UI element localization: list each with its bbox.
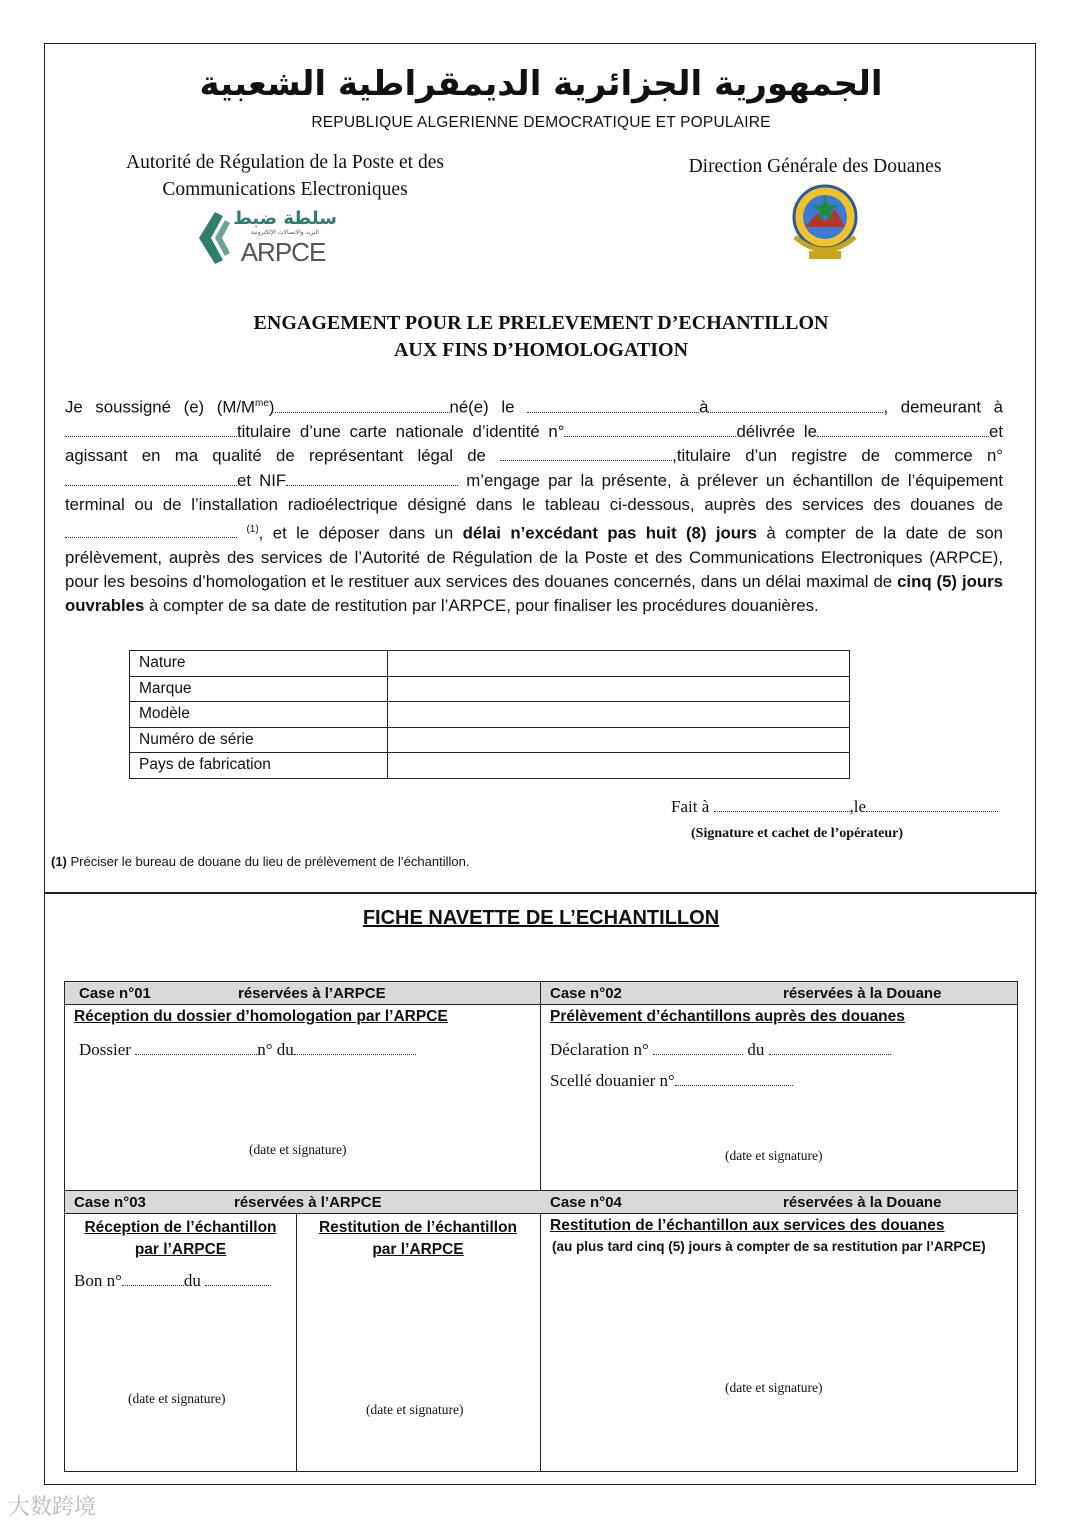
case2-date-signature: (date et signature) [725,1148,823,1163]
case3-restitution-subtitle: Restitution de l’échantillon par l’ARPCE [318,1219,518,1258]
fiche-grid [64,981,1018,1472]
case3-restitution-date-signature: (date et signature) [366,1402,464,1417]
table-row [130,676,850,702]
place-field[interactable] [714,799,850,812]
row-value-cell[interactable] [388,727,850,753]
table-row [130,702,850,728]
equipment-table [129,650,850,779]
case2-scelle-line: Scellé douanier n° [550,1071,793,1091]
douanes-name: Direction Générale des Douanes [688,156,942,177]
row-label: Modèle [130,702,388,728]
id-number-field[interactable] [564,424,736,437]
table-row [130,753,850,779]
document-title: ENGAGEMENT POUR LE PRELEVEMENT D’ECHANTILLON AUX FINS D’HOMOLOGATION [253,312,829,361]
row-value-cell[interactable] [388,753,850,779]
case1-dossier-line: Dossier n° du [79,1040,416,1060]
form-page [44,43,1036,1485]
case2-subtitle: Prélèvement d’échantillons auprès des douanes [550,1008,905,1025]
arabic-republic-title: الجمهورية الجزائرية الديمقراطية الشعبية [199,64,883,104]
row-label: Pays de fabrication [130,753,388,779]
declaration-number-field[interactable] [653,1042,743,1055]
footnote: (1) Préciser le bureau de douane du lieu de prélèvement de l’échantillon. [51,854,470,869]
svg-text:سلطة ضبط: سلطة ضبط [233,208,337,229]
place-date-line: Fait à ,le [671,797,998,817]
republic-title: REPUBLIQUE ALGERIENNE DEMOCRATIQUE ET POPULAIRE [311,114,771,131]
dossier-date-field[interactable] [294,1042,416,1055]
case1-date-signature: (date et signature) [249,1142,347,1157]
case3-header: Case n°03 réservées à l’ARPCE [65,1191,540,1214]
section-divider [45,892,1037,894]
douanes-emblem [785,179,865,267]
birthdate-field[interactable] [527,400,699,413]
declaration-date-field[interactable] [769,1042,891,1055]
date-field[interactable] [866,799,998,812]
case2-header: Case n°02 réservées à la Douane [540,982,1017,1005]
name-field[interactable] [275,400,450,413]
operator-signature-note: (Signature et cachet de l’opérateur) [691,826,904,841]
case3-bon-line: Bon n° du [74,1271,271,1291]
row-value-cell[interactable] [388,651,850,677]
arpce-logo [197,206,337,268]
case4-note: (au plus tard cinq (5) jours à compter de sa restitution par l’ARPCE) [552,1239,986,1254]
fiche-title: FICHE NAVETTE DE L’ECHANTILLON [362,907,720,929]
table-row [130,727,850,753]
case4-subtitle: Restitution de l’échantillon aux services des douanes [550,1217,945,1234]
row-value-cell[interactable] [388,676,850,702]
row-label: Numéro de série [130,727,388,753]
case4-date-signature: (date et signature) [725,1380,823,1395]
company-field[interactable] [500,448,672,461]
bon-number-field[interactable] [122,1273,184,1286]
svg-text:البريد والاتصالات الإلكترونية: البريد والاتصالات الإلكترونية [251,229,319,236]
rc-number-field[interactable] [65,473,237,486]
dossier-number-field[interactable] [135,1042,257,1055]
row-label: Nature [130,651,388,677]
case3-reception-date-signature: (date et signature) [128,1391,226,1406]
table-row [130,651,850,677]
watermark: 大数跨境 [8,1494,97,1519]
case1-subtitle: Réception du dossier d’homologation par l’ARPCE [74,1008,448,1025]
row-value-cell[interactable] [388,702,850,728]
case4-header: Case n°04 réservées à la Douane [540,1191,1017,1214]
case3-reception-subtitle: Réception de l’échantillon par l’ARPCE [84,1219,277,1258]
svg-text:ARPCE: ARPCE [240,237,326,267]
arpce-authority-name: Autorité de Régulation de la Poste et des Communications Electroniques [126,152,444,200]
case1-header: Case n°01 réservées à l’ARPCE [65,982,540,1005]
engagement-paragraph: Je soussigné (e) $(M/M^{me})$ né(e) le à , demeurant à titulaire d’une carte nationale d’identité n° délivrée le et agissant en ma qualité de représentant légal de ,titulaire d’un registre de commerce n°et NIF m’engage par la présente, à prélever un échantillon de l’équipement terminal ou de l’installation radioélectrique désigné dans le tableau ci-dessous, auprès des services des douanes de $^{(1)}$, et le déposer dans un délai n’excédant pas huit (8) jours à compter de la date de son prélèvement, auprès des services de l’Autorité de Régulation de la Poste et des Communications Electroniques (ARPCE), pour les besoins d’homologation et le restituer aux services des douanes concernés, dans un délai maximal de cinq (5) jours ouvrables à compter de sa date de restitution par l’ARPCE, pour finaliser les procédures douanières. [65,397,1004,616]
grid-vertical-divider [540,982,541,1471]
address-field[interactable] [65,424,237,437]
id-issue-field[interactable] [817,424,989,437]
nif-field[interactable] [286,473,458,486]
bon-date-field[interactable] [205,1273,271,1286]
birthplace-field[interactable] [708,400,883,413]
customs-office-field[interactable] [65,525,237,538]
row-label: Marque [130,676,388,702]
case2-declaration-line: Déclaration n° du [550,1040,891,1060]
scelle-number-field[interactable] [675,1073,793,1086]
